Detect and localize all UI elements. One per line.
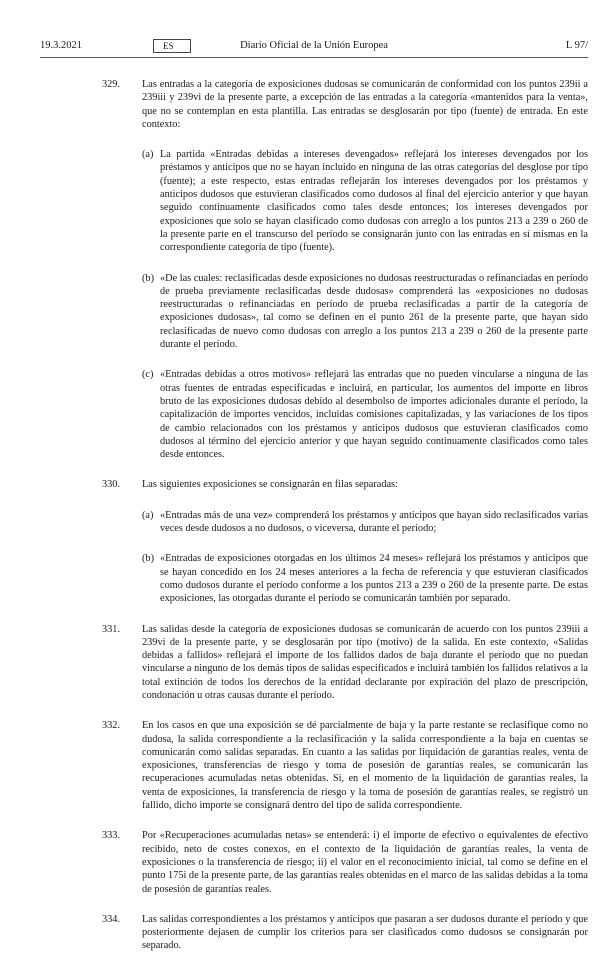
header-rule [40, 57, 588, 58]
paragraph-number: 334. [102, 913, 121, 925]
item-label: (c) [142, 369, 154, 381]
paragraph-text: Por «Recuperaciones acumuladas netas» se entenderá: i) el importe de efectivo o equivalentes de efectivo recibido, neto de costes conexos, en el contexto de la liquidación de garantías reales, la venta de exposiciones o la transferencia de riesgo; ii) el valor en el reconocimiento inicial, tal como se define en el punto 175i de la presente parte, de las garantías reales obtenidas en el marco de las salidas debidas a la toma de posesión de garantías reales. [142, 830, 588, 895]
paragraph-331 [40, 623, 588, 703]
paragraph-330 [40, 478, 588, 491]
item-label: (a) [142, 509, 154, 521]
paragraph-number: 333. [102, 830, 121, 842]
item-text: «Entradas debidas a otros motivos» reflejará las entradas que no pueden vincularse a ninguna de las otras fuentes de entradas especificadas e incluirá, en particular, los aumentos del importe en libros bruto de las exposiciones dudosas debido al desembolso de importes adicionales durante el período, la capitalización de importes vencidos, incluidas comisiones capitalizadas, y las variaciones de los tipos de cambio relacionados con los préstamos y anticipos dudosos que estuvieran clasificados como dudosos al término del ejercicio anterior y que hayan seguido continuamente clasificados como tales desde entonces. [160, 369, 588, 461]
paragraph-text: Las salidas desde la categoría de exposiciones dudosas se comunicarán de acuerdo con los puntos 239iii a 239vi de la presente parte, y se desglosarán por tipo (motivo) de la salida. En este contexto, «Salidas debidas a fallidos» reflejará el importe de los fallidos dados de baja durante el período que no puedan vincularse a ninguno de los demás tipos de salidas especificados e incluirá también los fallidos relativos a la total extinción de todos los derechos de la entidad declarante por expiración del plazo de prescripción, condonación u otras causas durante el período. [142, 623, 588, 701]
paragraph-text: Las salidas correspondientes a los préstamos y anticipos que pasaran a ser dudosos durante el período y que posteriormente dejasen de cumplir los criterios para ser clasificados como dudosos se consignarán por separado. [142, 913, 588, 952]
language-code-box: ES [153, 39, 191, 53]
paragraph-text: Las siguientes exposiciones se consignarán en filas separadas: [142, 479, 398, 491]
paragraph-329-item-b [40, 272, 588, 352]
paragraph-text: Las entradas a la categoría de exposiciones dudosas se comunicarán de conformidad con los puntos 239ii a 239iii y 239vi de la presente parte, a excepción de las entradas a la categoría «mantenidos para la venta», que no se contemplan en esta plantilla. Las entradas se desglosarán por tipo (fuente) de entrada. En este contexto: [142, 79, 588, 130]
item-text: «Entradas de exposiciones otorgadas en los últimos 24 meses» reflejará los préstamos y anticipos que se hayan concedido en los 24 meses anteriores a la fecha de referencia y que estuvieran clasificados como dudosos durante el período conforme a los puntos 213 a 239 o 260 de la presente parte. De estas exposiciones, las otorgadas durante el período se comunicarán también por separado. [160, 553, 588, 605]
journal-title: Diario Oficial de la Unión Europea [240, 40, 388, 51]
item-label: (b) [142, 272, 155, 284]
item-text: La partida «Entradas debidas a intereses devengados» reflejará los intereses devengados por los préstamos y anticipos que no se hayan incluido en ninguna de las otras categorías del desglose por tipo (fuente); a este respecto, estas entradas reflejarán los intereses devengados por los préstamos y anticipos dudosos que estuvieran clasificados como dudosos al final del ejercicio anterior y que hayan seguido continuamente clasificados como tales desde entonces; los intereses devengados por exposiciones que solo se hayan clasificado como dudosas con arreglo a los puntos 213 a 239 o 260 de la presente parte en el transcurso del período se consignarán junto con las entradas en sí mismas en la correspondiente categoría de tipo (fuente). [160, 149, 588, 254]
paragraph-329-item-c [40, 368, 588, 461]
paragraph-332 [40, 719, 588, 812]
item-label: (a) [142, 149, 154, 161]
paragraph-text: En los casos en que una exposición se dé parcialmente de baja y la parte restante se reclasifique como no dudosa, la salida correspondiente a la reclasificación y la salida correspondiente a la baja en cuentas se comunicarán como salidas separadas. En cuanto a las salidas por liquidación de garantías reales, venta de exposiciones, transferencias de riesgo y toma de posesión de garantías reales, se comunicarán las recuperaciones acumuladas netas obtenidas. Si, en el momento de la liquidación de garantías reales, la venta de exposiciones, la transferencia de riesgo y la toma de posesión de garantías reales, se registró un fallido, dicho importe se consignará dentro del tipo de salida correspondiente. [142, 720, 588, 812]
paragraph-number: 330. [102, 479, 121, 491]
page-number: L 97/ [565, 40, 588, 51]
document-body [40, 78, 588, 970]
paragraph-330-item-a [40, 509, 588, 536]
page-header [40, 38, 588, 54]
item-text: «De las cuales: reclasificadas desde exposiciones no dudosas reestructuradas o refinanciadas en período de prueba previamente reclasificadas desde dudosas» comprenderá las «exposiciones no dudosas reestructuradas o refinanciadas en período de prueba reclasificadas a partir de la categoría de exposiciones dudosas», tal como se definen en el punto 261 de la presente parte, que hayan sido reclasificadas de nuevo como dudosas con arreglo a los puntos 213 a 239 o 260 de la presente parte durante el período. [160, 272, 588, 351]
paragraph-329-item-a [40, 148, 588, 254]
paragraph-329 [40, 78, 588, 131]
item-text: «Entradas más de una vez» comprenderá los préstamos y anticipos que hayan sido reclasificados varias veces desde dudosos a no dudosos, o viceversa, durante el período; [160, 509, 588, 535]
publication-date: 19.3.2021 [40, 40, 82, 51]
paragraph-number: 331. [102, 623, 121, 635]
paragraph-number: 332. [102, 720, 121, 732]
paragraph-number: 329. [102, 79, 121, 90]
paragraph-334 [40, 913, 588, 953]
paragraph-330-item-b [40, 552, 588, 605]
item-label: (b) [142, 553, 155, 565]
paragraph-333 [40, 829, 588, 895]
